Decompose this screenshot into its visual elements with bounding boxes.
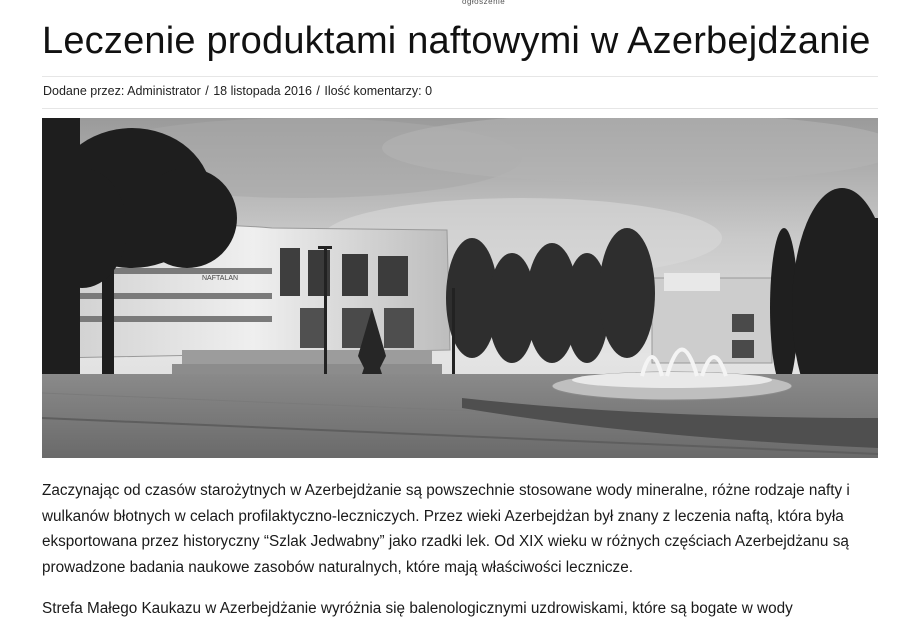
meta-separator: / <box>205 84 209 98</box>
page-scrollbar[interactable] <box>918 0 922 630</box>
building-sign-label: NAFTALAN <box>202 275 239 282</box>
article-paragraph: Zaczynając od czasów starożytnych w Azerbejdżanie są powszechnie stosowane wody mineralne, różne rodzaje nafty i wulkanów błotnych w celach profilaktyczno-leczniczych. Przez wieki Azerbejdżan był znany z leczenia naftą, która była eksportowana przez historyczny “Szlak Jedwabny” jako rzadki lek. Od XIX wieku w różnych częściach Azerbejdżanu są prowadzone badania naukowe zasobów naturalnych, które mają właściwości lecznicze. <box>42 482 850 576</box>
post-title[interactable]: Leczenie produktami naftowymi w Azerbejdżanie <box>42 20 871 62</box>
meta-divider <box>42 108 878 109</box>
article-paragraph: Strefa Małego Kaukazu w Azerbejdżanie wyróżnia się balenologicznymi uzdrowiskami, które są bogate w wody <box>42 600 793 617</box>
meta-comments-label: Ilość komentarzy: <box>324 84 422 98</box>
title-divider <box>42 76 878 77</box>
meta-comments-count[interactable]: 0 <box>425 84 433 98</box>
article-body <box>42 478 882 630</box>
meta-separator: / <box>316 84 320 98</box>
meta-author-link[interactable]: Administrator <box>127 84 201 98</box>
meta-date: 18 listopada 2016 <box>213 84 312 98</box>
featured-image[interactable] <box>42 118 878 458</box>
meta-author-prefix: Dodane przez: <box>43 84 125 98</box>
photo-sanatorium-icon <box>42 118 878 458</box>
header-fragment: ogłoszenie <box>462 0 506 6</box>
post-meta <box>43 84 432 98</box>
